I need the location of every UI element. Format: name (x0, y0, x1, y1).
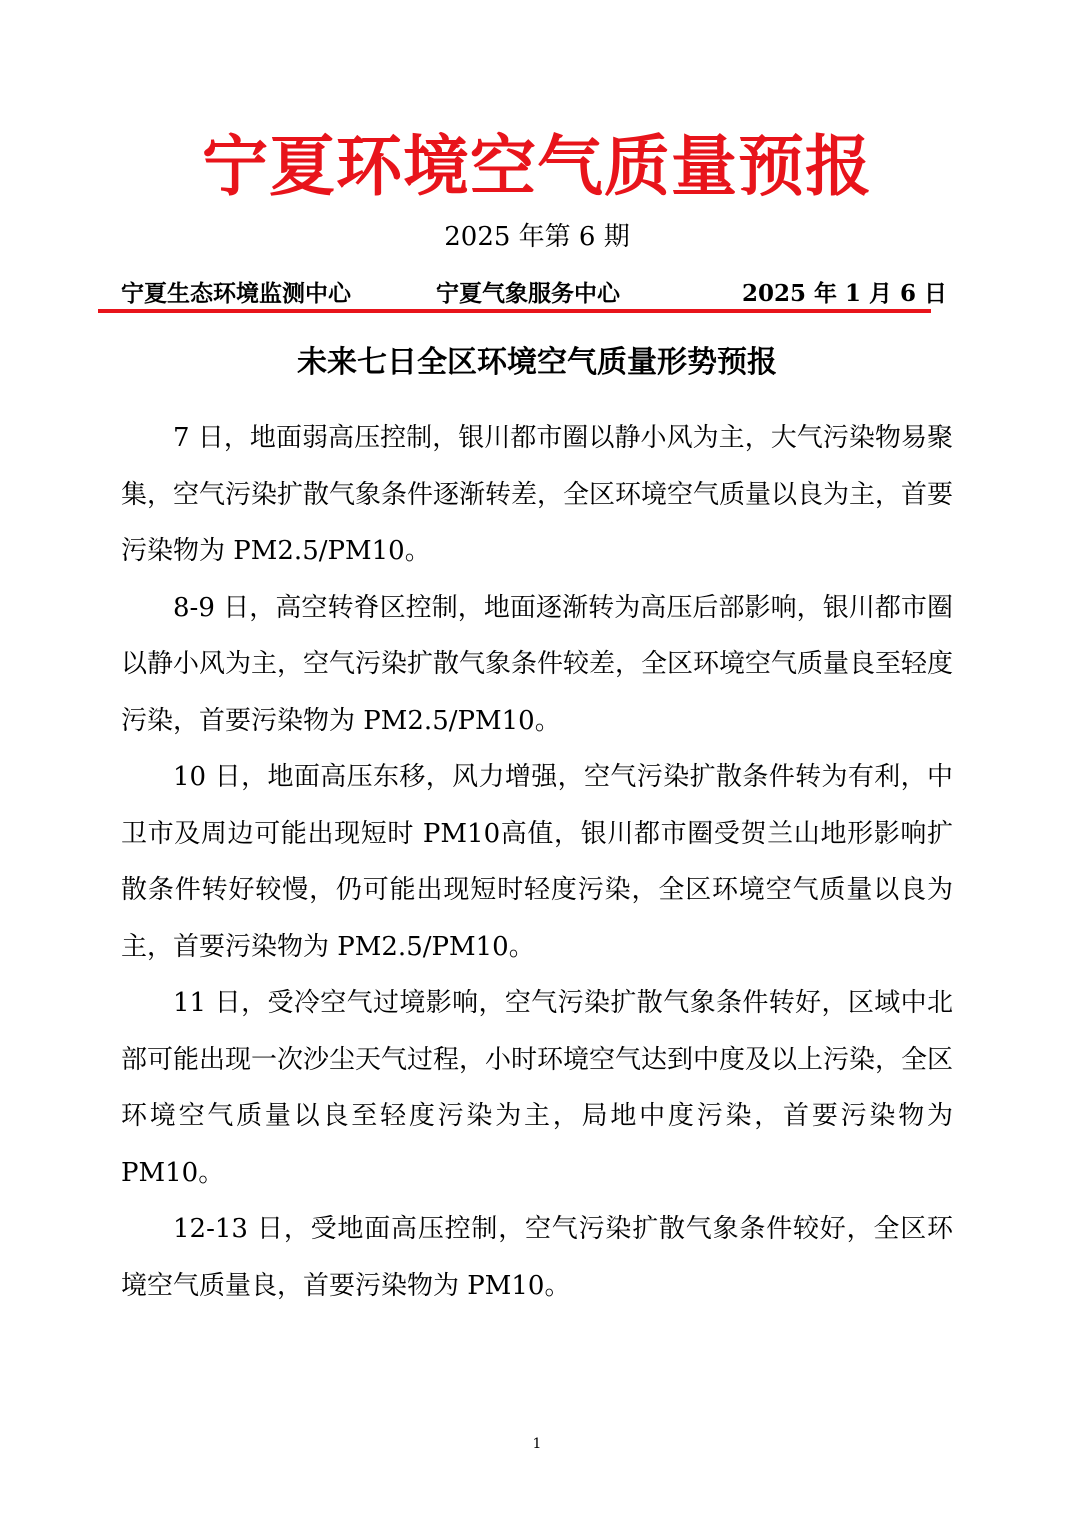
document-body (121, 410, 953, 1314)
document-title: 未来七日全区环境空气质量形势预报 (297, 345, 777, 380)
paragraph-day-7: 7 日，地面弱高压控制，银川都市圈以静小风为主，大气污染物易聚集，空气污染扩散气象条件逐渐转差，全区环境空气质量以良为主，首要污染物为 PM2.5/PM10。 (121, 423, 954, 566)
issuer-meteorology-center: 宁夏气象服务中心 (436, 280, 620, 307)
header-divider (98, 309, 931, 313)
paragraph-day-11: 11 日，受冷空气过境影响，空气污染扩散气象条件转好，区域中北部可能出现一次沙尘天气过程，小时环境空气达到中度及以上污染，全区环境空气质量以良至轻度污染为主，局地中度污染，首要污染物为 PM10。 (121, 988, 954, 1188)
issuer-ecology-center: 宁夏生态环境监测中心 (121, 280, 351, 307)
paragraph-day-10: 10 日，地面高压东移，风力增强，空气污染扩散条件转为有利，中卫市及周边可能出现短时 PM10高值，银川都市圈受贺兰山地形影响扩散条件转好较慢，仍可能出现短时轻度污染，全区环境空气质量以良为主，首要污染物为 PM2.5/PM10。 (121, 762, 953, 962)
paragraph-day-12-13: 12-13 日，受地面高压控制，空气污染扩散气象条件较好，全区环境空气质量良，首要污染物为 PM10。 (121, 1214, 953, 1301)
issue-number: 2025 年第 6 期 (444, 222, 630, 252)
masthead-title: 宁夏环境空气质量预报 (202, 127, 872, 205)
page-number: 1 (532, 1436, 542, 1452)
paragraph-day-8-9: 8-9 日，高空转脊区控制，地面逐渐转为高压后部影响，银川都市圈以静小风为主，空气污染扩散气象条件较差，全区环境空气质量良至轻度污染，首要污染物为 PM2.5/PM10。 (121, 592, 954, 736)
issue-date: 2025 年 1 月 6 日 (742, 280, 948, 307)
